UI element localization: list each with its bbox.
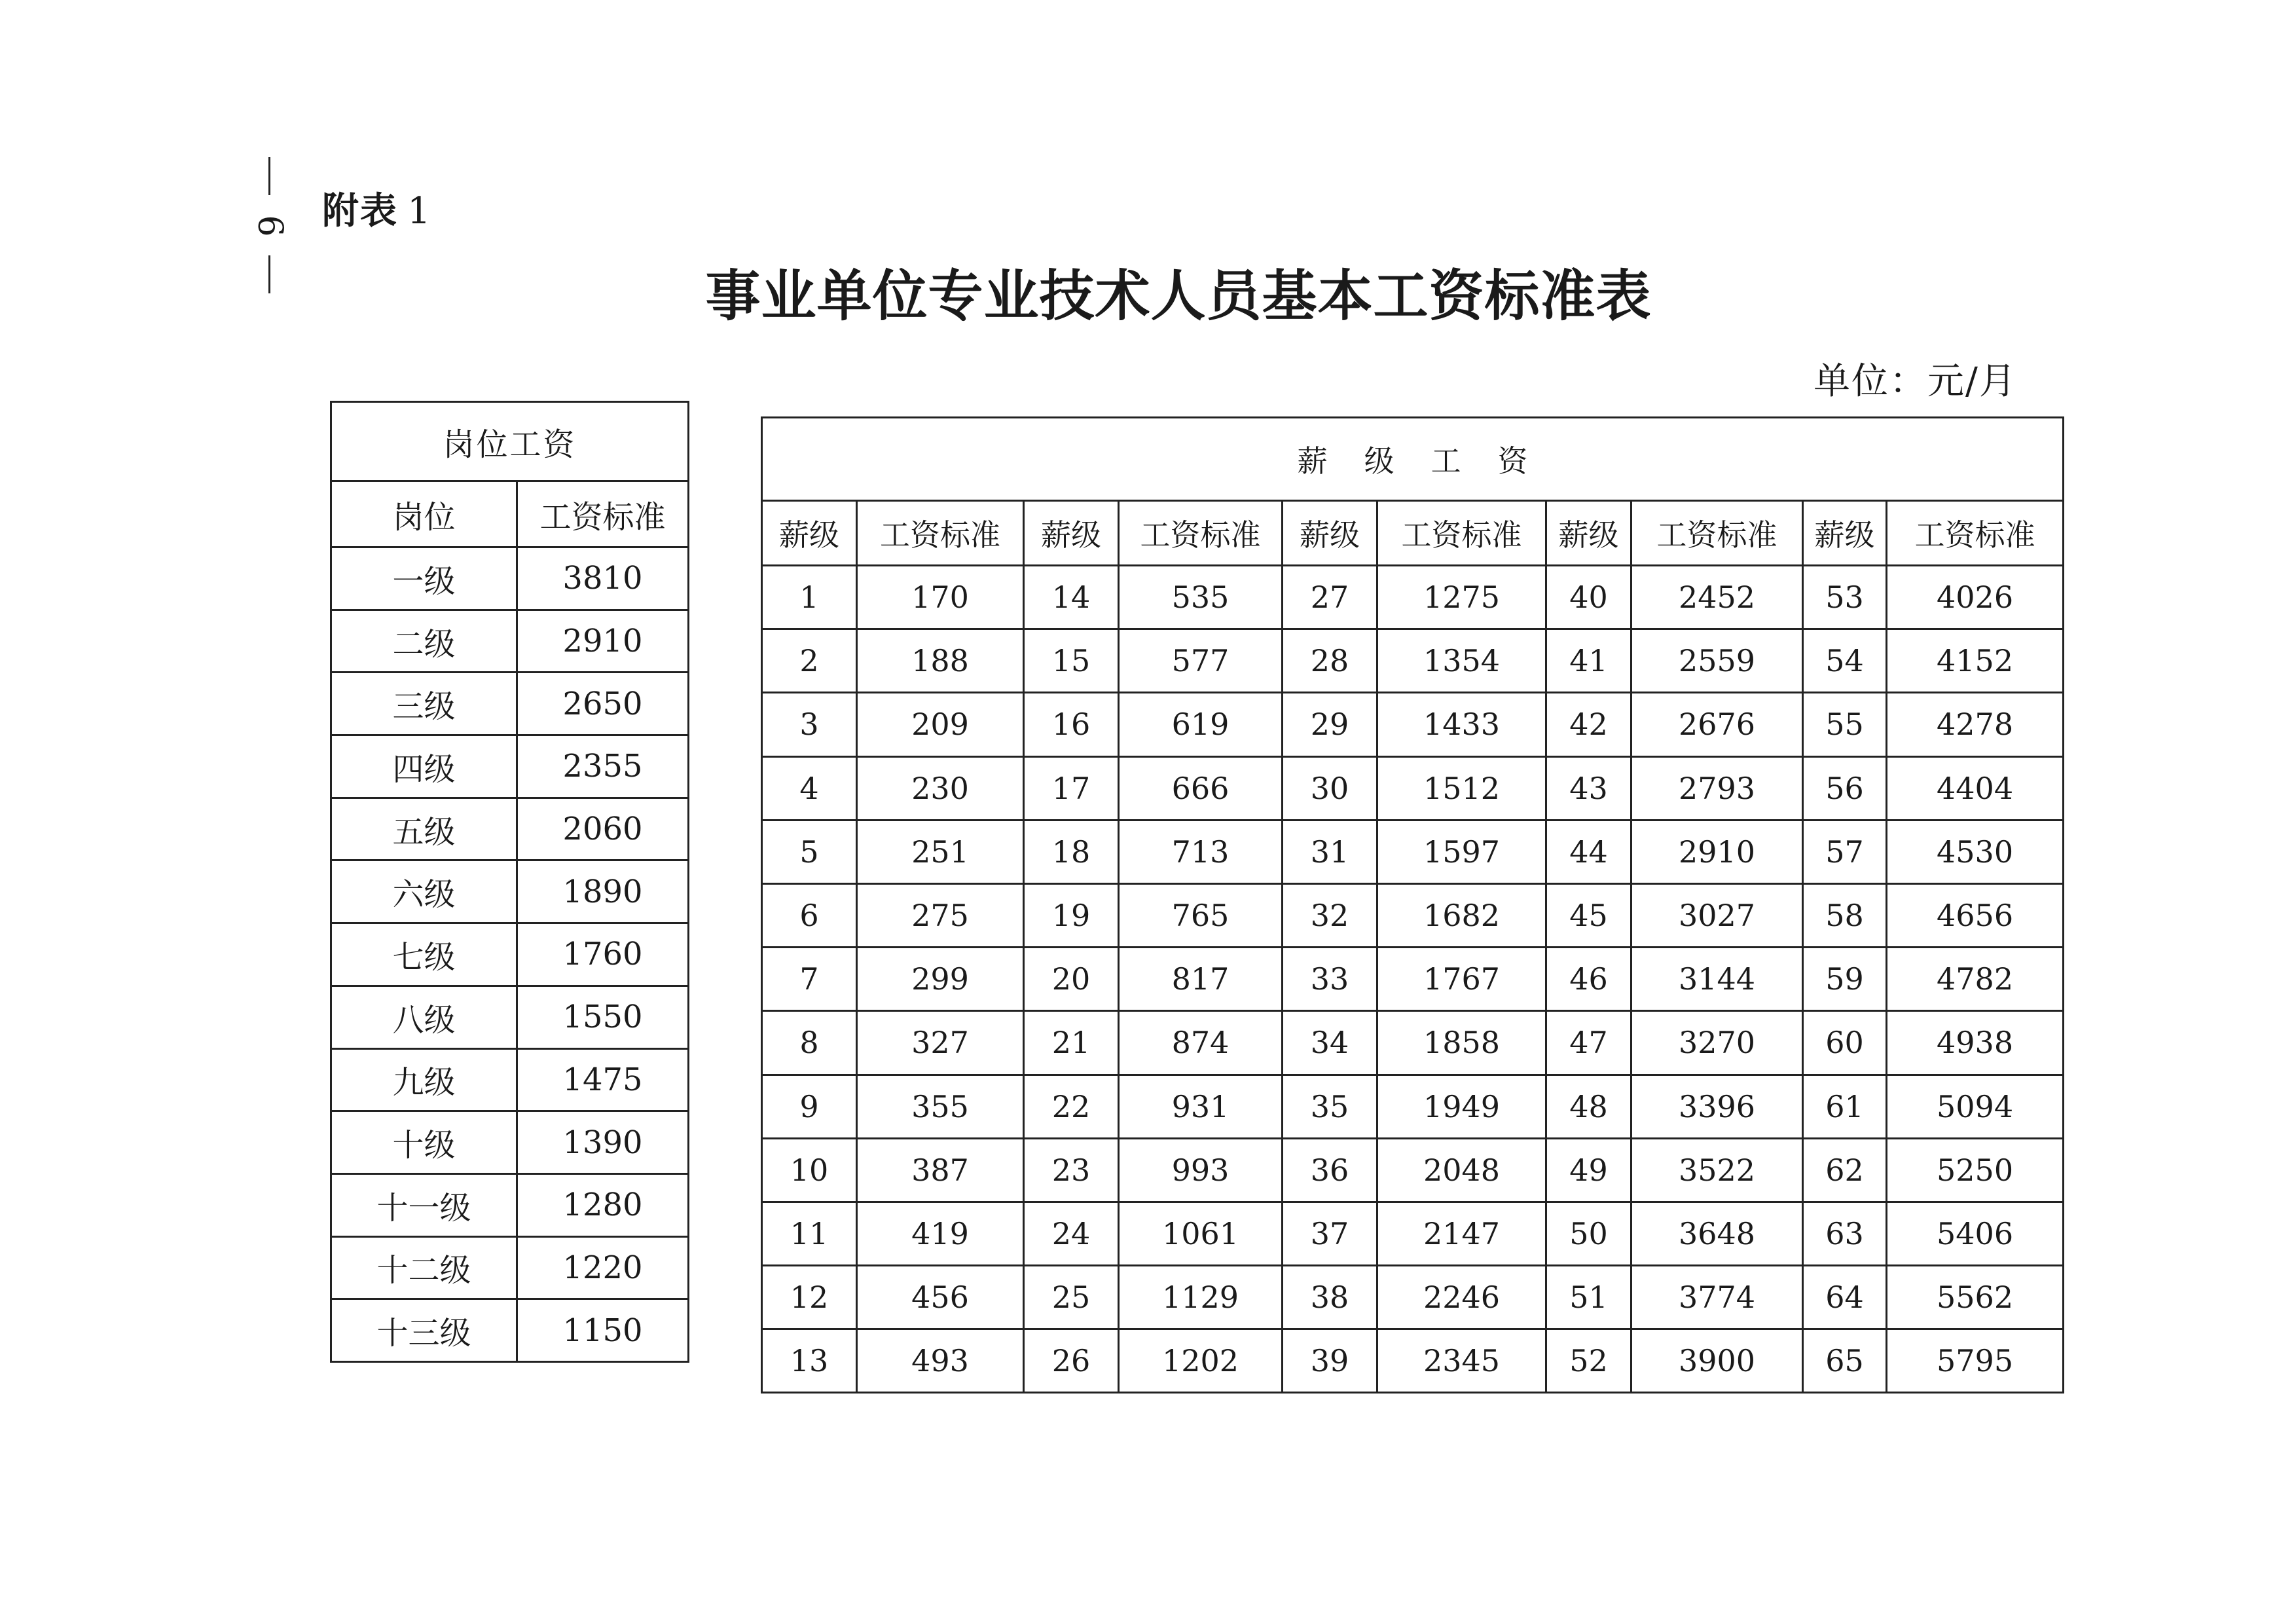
grade-level-cell: 3: [762, 693, 857, 756]
grade-salary-cell: 2676: [1631, 693, 1803, 756]
grade-table-row: [762, 756, 2064, 820]
grade-salary-cell: 2048: [1377, 1138, 1546, 1202]
grade-salary-cell: 3522: [1631, 1138, 1803, 1202]
grade-level-cell: 10: [762, 1138, 857, 1202]
grade-salary-cell: 230: [857, 756, 1024, 820]
grade-table-header-cell: 工资标准: [1887, 501, 2064, 566]
grade-table-row: [762, 948, 2064, 1011]
grade-level-cell: 8: [762, 1011, 857, 1075]
post-table-caption: 岗位工资: [331, 402, 689, 481]
post-level-cell: 三级: [331, 673, 517, 735]
grade-level-cell: 65: [1803, 1329, 1887, 1393]
grade-salary-cell: 3396: [1631, 1075, 1803, 1138]
appendix-number: 1: [407, 190, 432, 232]
post-table-row: [331, 547, 689, 610]
unit-note: 单位：元/月: [1813, 360, 2017, 403]
grade-level-cell: 45: [1546, 883, 1631, 947]
post-salary-cell: 2650: [517, 673, 689, 735]
post-level-cell: 五级: [331, 798, 517, 860]
post-level-cell: 二级: [331, 610, 517, 673]
grade-salary-cell: 874: [1119, 1011, 1283, 1075]
grade-salary-cell: 2345: [1377, 1329, 1546, 1393]
post-level-cell: 十二级: [331, 1236, 517, 1299]
post-salary-cell: 1890: [517, 860, 689, 923]
grade-level-cell: 24: [1024, 1202, 1119, 1265]
grade-salary-cell: 188: [857, 629, 1024, 693]
grade-salary-cell: 3027: [1631, 883, 1803, 947]
grade-salary-cell: 419: [857, 1202, 1024, 1265]
grade-table-row: [762, 566, 2064, 629]
grade-level-cell: 2: [762, 629, 857, 693]
grade-salary-cell: 1858: [1377, 1011, 1546, 1075]
appendix-label-text: 附表: [322, 190, 398, 232]
grade-level-cell: 37: [1283, 1202, 1377, 1265]
grade-salary-cell: 1767: [1377, 948, 1546, 1011]
post-salary-cell: 2355: [517, 735, 689, 798]
grade-level-cell: 38: [1283, 1266, 1377, 1329]
grade-table-header-cell: 薪级: [1803, 501, 1887, 566]
grade-salary-cell: 2246: [1377, 1266, 1546, 1329]
post-table-row: [331, 923, 689, 986]
grade-salary-cell: 619: [1119, 693, 1283, 756]
document-title: 事业单位专业技术人员基本工资标准表: [705, 264, 1652, 328]
grade-level-cell: 16: [1024, 693, 1119, 756]
post-salary-cell: 1550: [517, 986, 689, 1048]
grade-salary-cell: 2147: [1377, 1202, 1546, 1265]
post-table-row: [331, 798, 689, 860]
grade-level-cell: 57: [1803, 820, 1887, 883]
grade-level-cell: 26: [1024, 1329, 1119, 1393]
grade-salary-cell: 817: [1119, 948, 1283, 1011]
post-table-row: [331, 1111, 689, 1174]
post-salary-cell: 1280: [517, 1173, 689, 1236]
post-level-cell: 八级: [331, 986, 517, 1048]
grade-salary-cell: 251: [857, 820, 1024, 883]
grade-level-cell: 49: [1546, 1138, 1631, 1202]
grade-level-cell: 20: [1024, 948, 1119, 1011]
page-number-dash-top: [268, 157, 270, 195]
grade-level-cell: 4: [762, 756, 857, 820]
grade-level-cell: 9: [762, 1075, 857, 1138]
grade-level-cell: 56: [1803, 756, 1887, 820]
post-level-cell: 十三级: [331, 1299, 517, 1362]
grade-level-cell: 43: [1546, 756, 1631, 820]
grade-level-cell: 11: [762, 1202, 857, 1265]
grade-salary-cell: 4938: [1887, 1011, 2064, 1075]
post-salary-cell: 2910: [517, 610, 689, 673]
grade-salary-cell: 713: [1119, 820, 1283, 883]
grade-level-cell: 62: [1803, 1138, 1887, 1202]
post-level-cell: 六级: [331, 860, 517, 923]
post-table-row: [331, 1299, 689, 1362]
grade-level-cell: 19: [1024, 883, 1119, 947]
grade-salary-cell: 1949: [1377, 1075, 1546, 1138]
grade-level-cell: 60: [1803, 1011, 1887, 1075]
post-salary-cell: 1475: [517, 1048, 689, 1111]
grade-level-cell: 41: [1546, 629, 1631, 693]
grade-salary-cell: 1354: [1377, 629, 1546, 693]
grade-salary-cell: 5795: [1887, 1329, 2064, 1393]
grade-level-cell: 31: [1283, 820, 1377, 883]
post-table-row: [331, 673, 689, 735]
grade-salary-cell: 1061: [1119, 1202, 1283, 1265]
grade-level-cell: 39: [1283, 1329, 1377, 1393]
grade-salary-cell: 387: [857, 1138, 1024, 1202]
grade-salary-cell: 4530: [1887, 820, 2064, 883]
post-level-cell: 七级: [331, 923, 517, 986]
grade-salary-cell: 5250: [1887, 1138, 2064, 1202]
grade-level-cell: 55: [1803, 693, 1887, 756]
grade-level-cell: 30: [1283, 756, 1377, 820]
grade-table-row: [762, 1329, 2064, 1393]
grade-salary-cell: 327: [857, 1011, 1024, 1075]
grade-level-cell: 14: [1024, 566, 1119, 629]
grade-salary-cell: 4278: [1887, 693, 2064, 756]
grade-salary-cell: 1202: [1119, 1329, 1283, 1393]
grade-salary-cell: 5094: [1887, 1075, 2064, 1138]
grade-level-cell: 27: [1283, 566, 1377, 629]
post-table-row: [331, 1173, 689, 1236]
grade-salary-cell: 493: [857, 1329, 1024, 1393]
post-table-row: [331, 1048, 689, 1111]
post-level-cell: 十一级: [331, 1173, 517, 1236]
grade-level-cell: 28: [1283, 629, 1377, 693]
post-table-caption-row: [331, 402, 689, 481]
grade-salary-cell: 993: [1119, 1138, 1283, 1202]
grade-salary-cell: 577: [1119, 629, 1283, 693]
grade-table-row: [762, 629, 2064, 693]
grade-level-cell: 15: [1024, 629, 1119, 693]
grade-level-cell: 58: [1803, 883, 1887, 947]
post-table-header-row: [331, 481, 689, 547]
grade-level-cell: 22: [1024, 1075, 1119, 1138]
grade-salary-cell: 1597: [1377, 820, 1546, 883]
grade-salary-cell: 1682: [1377, 883, 1546, 947]
appendix-label: [322, 182, 432, 234]
grade-level-cell: 7: [762, 948, 857, 1011]
grade-level-cell: 54: [1803, 629, 1887, 693]
grade-salary-cell: 3144: [1631, 948, 1803, 1011]
page-number-value: 6: [250, 215, 289, 237]
grade-level-cell: 52: [1546, 1329, 1631, 1393]
post-table-header-cell: 工资标准: [517, 481, 689, 547]
grade-salary-cell: 1433: [1377, 693, 1546, 756]
grade-salary-cell: 1129: [1119, 1266, 1283, 1329]
grade-salary-cell: 209: [857, 693, 1024, 756]
post-salary-cell: 1220: [517, 1236, 689, 1299]
post-table-row: [331, 1236, 689, 1299]
grade-level-cell: 46: [1546, 948, 1631, 1011]
grade-table-header-row: [762, 501, 2064, 566]
grade-level-cell: 44: [1546, 820, 1631, 883]
post-salary-cell: 1150: [517, 1299, 689, 1362]
grade-table-row: [762, 1202, 2064, 1265]
grade-level-cell: 13: [762, 1329, 857, 1393]
grade-table-row: [762, 1075, 2064, 1138]
post-table-row: [331, 986, 689, 1048]
grade-salary-cell: 4404: [1887, 756, 2064, 820]
grade-salary-cell: 275: [857, 883, 1024, 947]
grade-level-cell: 29: [1283, 693, 1377, 756]
grade-table-row: [762, 1266, 2064, 1329]
post-salary-table: [330, 401, 689, 1363]
grade-table-header-cell: 工资标准: [1377, 501, 1546, 566]
grade-salary-cell: 3900: [1631, 1329, 1803, 1393]
grade-level-cell: 61: [1803, 1075, 1887, 1138]
grade-salary-cell: 355: [857, 1075, 1024, 1138]
grade-table-caption: 薪级工资: [762, 418, 2064, 501]
grade-salary-cell: 666: [1119, 756, 1283, 820]
grade-level-cell: 50: [1546, 1202, 1631, 1265]
grade-level-cell: 18: [1024, 820, 1119, 883]
grade-level-cell: 59: [1803, 948, 1887, 1011]
post-table-row: [331, 610, 689, 673]
grade-level-cell: 40: [1546, 566, 1631, 629]
grade-salary-table: [761, 416, 2064, 1393]
post-salary-cell: 3810: [517, 547, 689, 610]
post-table-row: [331, 860, 689, 923]
grade-level-cell: 63: [1803, 1202, 1887, 1265]
grade-salary-cell: 456: [857, 1266, 1024, 1329]
grade-salary-cell: 4656: [1887, 883, 2064, 947]
grade-table-row: [762, 693, 2064, 756]
grade-table-header-cell: 薪级: [1283, 501, 1377, 566]
grade-level-cell: 23: [1024, 1138, 1119, 1202]
grade-level-cell: 34: [1283, 1011, 1377, 1075]
grade-salary-cell: 4026: [1887, 566, 2064, 629]
post-level-cell: 九级: [331, 1048, 517, 1111]
grade-level-cell: 53: [1803, 566, 1887, 629]
grade-salary-cell: 535: [1119, 566, 1283, 629]
grade-salary-cell: 4152: [1887, 629, 2064, 693]
grade-table-row: [762, 1011, 2064, 1075]
grade-salary-cell: 765: [1119, 883, 1283, 947]
grade-salary-cell: 2452: [1631, 566, 1803, 629]
post-level-cell: 一级: [331, 547, 517, 610]
grade-level-cell: 21: [1024, 1011, 1119, 1075]
post-salary-cell: 2060: [517, 798, 689, 860]
grade-salary-cell: 931: [1119, 1075, 1283, 1138]
grade-level-cell: 42: [1546, 693, 1631, 756]
grade-level-cell: 25: [1024, 1266, 1119, 1329]
grade-table-header-cell: 薪级: [1024, 501, 1119, 566]
grade-level-cell: 48: [1546, 1075, 1631, 1138]
grade-table-header-cell: 薪级: [762, 501, 857, 566]
grade-salary-cell: 4782: [1887, 948, 2064, 1011]
grade-table-row: [762, 883, 2064, 947]
grade-table-caption-row: [762, 418, 2064, 501]
grade-salary-cell: 3774: [1631, 1266, 1803, 1329]
grade-salary-cell: 2559: [1631, 629, 1803, 693]
post-level-cell: 十级: [331, 1111, 517, 1174]
grade-level-cell: 35: [1283, 1075, 1377, 1138]
grade-salary-cell: 299: [857, 948, 1024, 1011]
grade-level-cell: 47: [1546, 1011, 1631, 1075]
grade-level-cell: 1: [762, 566, 857, 629]
grade-level-cell: 36: [1283, 1138, 1377, 1202]
grade-salary-cell: 2910: [1631, 820, 1803, 883]
grade-salary-cell: 5562: [1887, 1266, 2064, 1329]
grade-salary-cell: 170: [857, 566, 1024, 629]
grade-level-cell: 33: [1283, 948, 1377, 1011]
post-salary-cell: 1760: [517, 923, 689, 986]
post-table-row: [331, 735, 689, 798]
grade-salary-cell: 3270: [1631, 1011, 1803, 1075]
grade-level-cell: 17: [1024, 756, 1119, 820]
post-table-header-cell: 岗位: [331, 481, 517, 547]
grade-level-cell: 51: [1546, 1266, 1631, 1329]
grade-level-cell: 6: [762, 883, 857, 947]
grade-level-cell: 64: [1803, 1266, 1887, 1329]
grade-table-row: [762, 820, 2064, 883]
grade-salary-cell: 5406: [1887, 1202, 2064, 1265]
grade-table-header-cell: 工资标准: [857, 501, 1024, 566]
grade-table-row: [762, 1138, 2064, 1202]
grade-table-header-cell: 薪级: [1546, 501, 1631, 566]
grade-table-header-cell: 工资标准: [1119, 501, 1283, 566]
grade-level-cell: 32: [1283, 883, 1377, 947]
grade-level-cell: 12: [762, 1266, 857, 1329]
grade-salary-cell: 1512: [1377, 756, 1546, 820]
post-level-cell: 四级: [331, 735, 517, 798]
post-salary-cell: 1390: [517, 1111, 689, 1174]
grade-salary-cell: 1275: [1377, 566, 1546, 629]
grade-salary-cell: 2793: [1631, 756, 1803, 820]
grade-table-header-cell: 工资标准: [1631, 501, 1803, 566]
grade-salary-cell: 3648: [1631, 1202, 1803, 1265]
grade-level-cell: 5: [762, 820, 857, 883]
